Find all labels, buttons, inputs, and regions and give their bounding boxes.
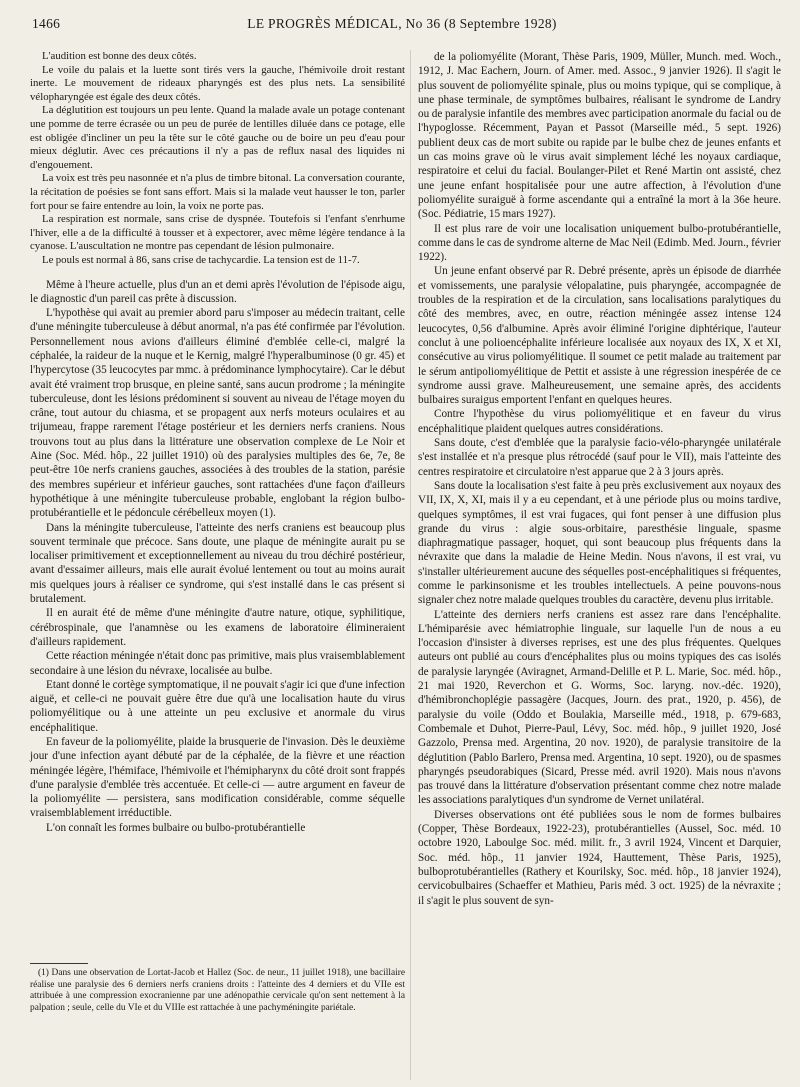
case-report-excerpt	[30, 50, 405, 268]
body-paragraph: Cette réaction méningée n'était donc pas primitive, mais plus vraisemblablement secondaire à une lésion du névraxe, localisée au bulbe.	[30, 650, 405, 677]
page-number: 1466	[32, 16, 61, 31]
quote-paragraph: Le pouls est normal à 86, sans crise de tachycardie. La tension est de 11-7.	[42, 253, 360, 266]
body-paragraph: Sans doute, c'est d'emblée que la paralysie facio-vélo-pharyngée unilatérale s'est installée et n'a presque plus rétrocédé (sauf pour le VII), mais l'atteinte des centres respiratoire et circulatoire n'est apparue que 2 à 3 jours après.	[418, 437, 781, 478]
quote-paragraph: La déglutition est toujours un peu lente. Quand la malade avale un potage contenant une pomme de terre écrasée ou un peu de purée de lentilles diluée dans ce potage, elle est obligée d'incliner un peu la tête sur le côté gauche ou de boire un peu d'eau pour mieux déglutir. Avec ces précautions il n'y a pas de reflux nasal des liquides ni d'engouement.	[30, 104, 405, 171]
quote-paragraph: La voix est très peu nasonnée et n'a plus de timbre bitonal. La conversation courante, la récitation de poésies se font sans effort. Mais si la malade veut hausser le ton, parler fort pour se faire entendre au loin, la voix ne porte pas.	[30, 172, 405, 212]
journal-title: LE PROGRÈS MÉDICAL, No 36 (8 Septembre 1928)	[247, 16, 557, 31]
body-paragraph: Diverses observations ont été publiées sous le nom de formes bulbaires (Copper, Thèse Bordeaux, 1922-23), protubérantielles (Aussel, Soc. méd. 10 octobre 1920, Laboulge Soc. méd. milit. fr., 3 avril 1924, Vincent et Darquier, Soc. méd. hôp., 11 janvier 1924, Hauttement, Thèse Paris, 1925), bulboprotubérantielles (Rathery et Kourilsky, Soc. méd. hôp., 18 janvier 1924), cervicobulbaires (Schaeffer et Mathieu, Paris méd. 3 oct. 1925) de la névraxite ; il s'agit le plus souvent de syn-	[418, 808, 781, 907]
body-paragraph: Un jeune enfant observé par R. Debré présente, après un épisode de diarrhée et vomissements, une paralysie vélopalatine, puis pharyngée, accompagnée de troubles de la respiration et de la circulation, sans localisations paralytiques du côté des membres, avec, en outre, réaction méningée assez intense 124 leucocytes, 0,56 d'albumine. Après avoir éliminé l'origine diphtérique, l'auteur conclut à une polioencéphalite inférieure localisée aux noyaux des IX, X et XI, consécutive au virus poliomyélitique. Il soumet ce petit malade au traitement par le sérum antipoliomyélitique de Pettit et assiste à une régression inespérée de ce syndrome aussi grave. Malheureusement, une semaine après, des accidents bulbaires suraigus emportent l'enfant en quelques heures.	[418, 265, 781, 407]
footnotes	[30, 968, 405, 1014]
column-separator	[410, 50, 411, 1080]
body-paragraph: Etant donné le cortège symptomatique, il ne pouvait s'agir ici que d'une infection aiguë, et celle-ci ne pouvait guère être due qu'à une localisation haute du virus poliomyélitique ou à une atteinte un peu exclusive et anormale du virus encéphalitique.	[30, 678, 405, 734]
body-paragraph: Même à l'heure actuelle, plus d'un an et demi après l'évolution de l'épisode aigu, le diagnostic d'un pareil cas prête à discussion.	[30, 278, 405, 305]
body-paragraph: de la poliomyélite (Morant, Thèse Paris, 1909, Müller, Munch. med. Woch., 1912, J. Mac Eachern, Journ. of Amer. med. Assoc., 9 janvier 1926). Il s'agit le plus souvent de poliomyélite spinale, plus ou moins typique, qui se complique, à une phase terminale, de symptômes bulbaires, réalisant le syndrome de Landry ou de paralysie infantile des membres avec participation anormale du facial ou de l'hypoglosse. Récemment, Payan et Passot (Marseille méd., 5 sept. 1926) publient deux cas de mort subite ou rapide par le bulbe chez de jeunes enfants et un cas moins grave où le virus avait simplement léché les noyaux cardiaque, respiratoire et celui du facial. Boulanger-Pilet et René Martin ont assisté, chez une jeune enfant hospitalisée pour une autre affection, à l'évolution d'une poliomyélite suraiguë à forme ascendante qui a entraîné la mort à la 36e heure. (Soc. Pédiatrie, 15 mars 1927).	[418, 51, 781, 221]
body-paragraph: L'atteinte des derniers nerfs craniens est assez rare dans l'encéphalite. L'hémiparésie avec hémiatrophie linguale, sur laquelle l'un de nous a eu l'occasion d'insister à diverses reprises, est une des plus fréquentes. Quelques auteurs ont publié au cours d'encéphalites plus ou moins typiques des cas isolés de paralysie laryngée (Aviragnet, Armand-Delille et P. L. Marie, Soc. méd. hôp., 21 mai 1920, Reverchon et G. Worms, Soc. laryng. nov.-déc. 1920), d'hémibronchoplégie passagère (Jacques, Journ. des prat., 1920, p. 456), de paralysie du voile (Oddo et Boulakia, Marseille méd., 1918, p. 679-683, Combemale et Duhot, Pierre-Paul, Lévy, Soc. méd. hôp., 9 juillet 1920, José Gazzolo, Prensa med. Argentina, 20 nov. 1920), de paralysie transitoire de la déglutition (Pablo Barlero, Prensa med. Argentina, 10 sept. 1920), ou de spasmes pharyngés pseudorabiques (Sicard, Presse méd. avril 1920). Mais nous n'avons pas trouvé dans la littérature d'observation présentant comme chez notre malade les associations paralytiques d'un syndrome de Vernet unilatéral.	[418, 608, 781, 807]
body-paragraph: Il en aurait été de même d'une méningite d'autre nature, otique, syphilitique, cérébrospinale, que l'anamnèse ou les examens de laboratoire élimineraient d'ailleurs rapidement.	[30, 607, 405, 648]
body-paragraph: Contre l'hypothèse du virus poliomyélitique et en faveur du virus encéphalitique plaident quelques autres considérations.	[418, 408, 781, 435]
running-header	[32, 10, 772, 40]
body-paragraph: L'on connaît les formes bulbaire ou bulbo-protubérantielle	[46, 821, 306, 834]
footnote: (1) Dans une observation de Lortat-Jacob et Hallez (Soc. de neur., 11 juillet 1918), une bacillaire réalise une paralysie des 6 derniers nerfs craniens droits : l'atteinte des 4 derniers et du VIIe est attribuée à une compression exocranienne par une adénopathie cervicale qu'on sent nettement à la palpation ; seule, celle du VIe et du VIIIe est rattachée à une pachyméningite pariétale.	[30, 968, 405, 1013]
right-column	[418, 50, 781, 908]
quote-paragraph: L'audition est bonne des deux côtés.	[42, 50, 197, 62]
left-column	[30, 50, 405, 835]
quote-paragraph: La respiration est normale, sans crise de dyspnée. Toutefois si l'enfant s'enrhume l'hiver, elle a de la difficulté à tousser et à expectorer, avec même légère tendance à la cyanose. L'auscultation ne montre pas cependant de lésion pulmonaire.	[30, 213, 405, 253]
body-paragraph: Dans la méningite tuberculeuse, l'atteinte des nerfs craniens est beaucoup plus souvent terminale que précoce. Sans doute, une plaque de méningite aurait pu se localiser primitivement et exceptionnellement au niveau du trou déchiré postérieur, avant d'essaimer ailleurs, mais elle aurait évolué lentement ou tout au moins aurait mis quelques jours à réaliser ce syndrome, qui s'est installé dans le cas présent si brutalement.	[30, 521, 405, 606]
footnote-rule	[30, 963, 88, 964]
body-paragraph: Sans doute la localisation s'est faite à peu près exclusivement aux noyaux des VII, IX, X, XI, mais il y a eu cependant, et à une période plus ou moins tardive, quelques symptômes, il est vrai fugaces, qui font penser à une diffusion plus grande du virus : algie sous-orbitaire, paresthésie linguale, spasme diaphragmatique passager, hoquet, qui sont beaucoup plus fréquents dans la névraxite que dans la maladie de Heine Medin. Nous n'avons, il est vrai, vu s'installer ultérieurement aucune des séquelles post-encéphalitiques si fréquentes, comme le parkinsonisme et les troubles intellectuels. A peine pouvons-nous signaler chez notre malade quelques troubles du caractère, devenu plus irritable.	[418, 479, 781, 607]
quote-paragraph: Le voile du palais et la luette sont tirés vers la gauche, l'hémivoile droit restant inerte. Le mouvement de rideaux pharyngés est des plus nets. La sensibilité vélopharyngée est égale des deux côtés.	[30, 63, 405, 103]
body-paragraph: Il est plus rare de voir une localisation uniquement bulbo-protubérantielle, comme dans le cas de syndrome alterne de Mac Neil (Edimb. Med. Journ., février 1922).	[418, 222, 781, 264]
body-paragraph: L'hypothèse qui avait au premier abord paru s'imposer au médecin traitant, celle d'une méningite tuberculeuse à début anormal, n'a pas été confirmée par l'évolution. Personnellement nous avions d'ailleurs éliminé d'emblée celle-ci, malgré la céphalée, la raideur de la nuque et le Kernig, malgré l'hyperalbuminose (0 gr. 45) et l'hypercytose (35 leucocytes par mmc. à prédominance lymphocytaire). Car le début avait été vraiment trop brusque, en pleine santé, sans aucun prodrome ; la méningite tuberculeuse, dont les lésions prédominent si souvent au niveau de l'étage moyen du crâne, tout autour du chiasma, et se propagent aux nerfs moteurs oculaires et au trijumeau, frappe rarement l'étage postérieur et les derniers nerfs craniens. Nous trouvons tout au plus dans la littérature une observation complexe de Le Noir et Aine (Soc. Méd. hôp., 22 juillet 1910) où des paralysies multiples des 6e, 7e, 8e peut-être 10e nerfs craniens gauches, associées à des troubles de la station, parésie des membres supérieur et inférieur gauches, sont rattachées d'une façon d'ailleurs hypothétique à une méningite tuberculeuse probable, englobant la région bulbo-protubérantielle et le pédoncule cérébelleux moyen (1).	[30, 307, 405, 520]
body-paragraph: En faveur de la poliomyélite, plaide la brusquerie de l'invasion. Dès le deuxième jour d'une infection ayant débuté par de la céphalée, de la fièvre et une réaction méningée légère, l'hémiface, l'hémivoile et l'hémipharynx du côté droit sont frappés d'une paralysie d'emblée très accentuée. Et celle-ci — autre argument en faveur de la poliomyélite — persistera, sans modification considérable, comme séquelle vraisemblablement irréductible.	[30, 736, 405, 820]
